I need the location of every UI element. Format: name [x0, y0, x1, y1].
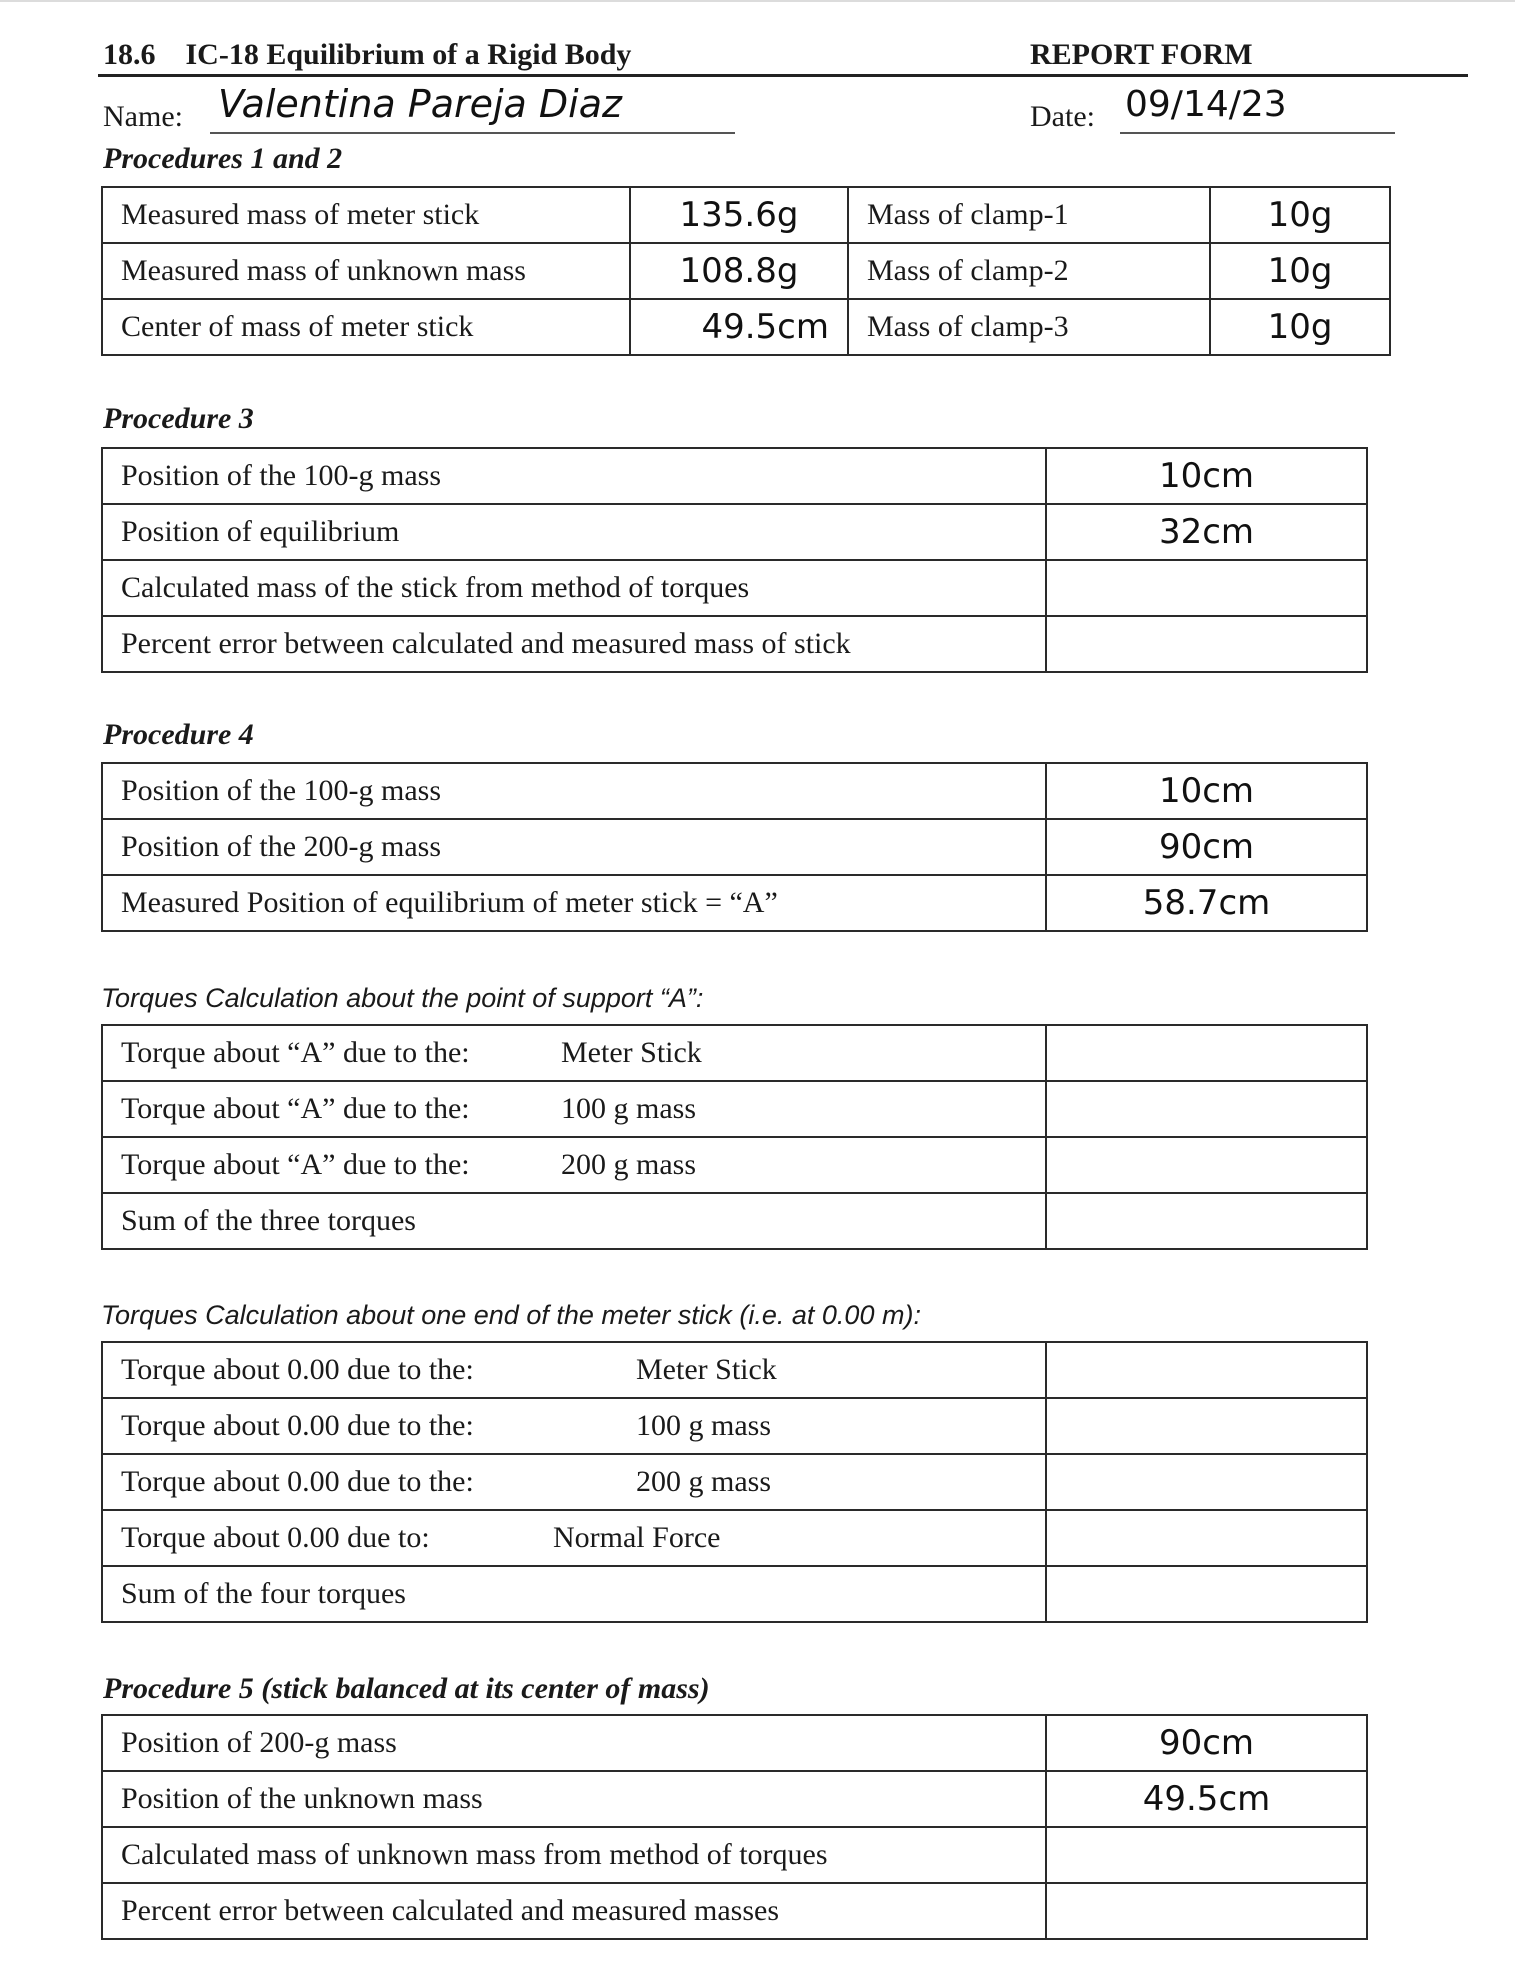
- row-label: Sum of the three torques: [102, 1193, 1046, 1249]
- table-torques-end: [101, 1341, 1368, 1623]
- torque-label: Torque about 0.00 due to the:: [121, 1409, 474, 1442]
- row-label: Calculated mass of unknown mass from method of torques: [102, 1827, 1046, 1883]
- section-title-procedure-3: Procedure 3: [103, 402, 254, 435]
- row-label: Position of the 100-g mass: [102, 763, 1046, 819]
- torque-item: 200 g mass: [636, 1465, 771, 1498]
- row-label: Measured Position of equilibrium of meter stick = “A”: [102, 875, 1046, 931]
- table-row: [102, 299, 1390, 355]
- torque-item: 100 g mass: [636, 1409, 771, 1442]
- value-cell[interactable]: 10g: [1210, 243, 1390, 299]
- table-row: [102, 763, 1367, 819]
- row-label: Sum of the four torques: [102, 1566, 1046, 1622]
- value-cell[interactable]: 90cm: [1046, 1715, 1367, 1771]
- value-cell[interactable]: [1046, 616, 1367, 672]
- row-label: Percent error between calculated and measured masses: [102, 1883, 1046, 1939]
- row-label: [102, 1081, 1046, 1137]
- table-torques-a: [101, 1024, 1368, 1250]
- torque-label: Torque about “A” due to the:: [121, 1092, 470, 1125]
- value-cell[interactable]: 58.7cm: [1046, 875, 1367, 931]
- value-cell[interactable]: 32cm: [1046, 504, 1367, 560]
- row-label: Mass of clamp-3: [848, 299, 1210, 355]
- date-field[interactable]: 09/14/23: [1125, 84, 1287, 125]
- row-label: Calculated mass of the stick from method of torques: [102, 560, 1046, 616]
- table-row: [102, 1025, 1367, 1081]
- table-row: [102, 1342, 1367, 1398]
- row-label: Measured mass of meter stick: [102, 187, 630, 243]
- row-label: [102, 1137, 1046, 1193]
- name-underline: [210, 132, 735, 134]
- table-row: [102, 1081, 1367, 1137]
- value-cell[interactable]: [1046, 1827, 1367, 1883]
- torque-item: Meter Stick: [561, 1036, 702, 1069]
- row-label: Position of 200-g mass: [102, 1715, 1046, 1771]
- torque-label: Torque about 0.00 due to:: [121, 1521, 430, 1554]
- section-title-procedure-4: Procedure 4: [103, 718, 254, 751]
- row-label: [102, 1510, 1046, 1566]
- row-label: Percent error between calculated and measured mass of stick: [102, 616, 1046, 672]
- row-label: [102, 1398, 1046, 1454]
- table-row: [102, 504, 1367, 560]
- table-row: [102, 1771, 1367, 1827]
- torque-label: Torque about “A” due to the:: [121, 1036, 470, 1069]
- row-label: Mass of clamp-2: [848, 243, 1210, 299]
- table-row: [102, 819, 1367, 875]
- torque-item: Meter Stick: [636, 1353, 777, 1386]
- table-row: [102, 1398, 1367, 1454]
- table-row: [102, 560, 1367, 616]
- table-row: [102, 243, 1390, 299]
- section-title-procedures-1-2: Procedures 1 and 2: [103, 142, 343, 175]
- value-cell[interactable]: [1046, 1025, 1367, 1081]
- document-title: [103, 38, 631, 72]
- value-cell[interactable]: 10cm: [1046, 763, 1367, 819]
- header-rule: [98, 74, 1468, 77]
- name-field[interactable]: Valentina Pareja Diaz: [218, 82, 622, 126]
- section-title-torques-a: Torques Calculation about the point of support “A”:: [101, 983, 704, 1013]
- value-cell[interactable]: 10g: [1210, 187, 1390, 243]
- value-cell[interactable]: 49.5cm: [630, 299, 848, 355]
- table-procedures-1-2: [101, 186, 1391, 356]
- name-label: Name:: [103, 100, 183, 133]
- table-row: [102, 1193, 1367, 1249]
- table-row: [102, 1566, 1367, 1622]
- value-cell[interactable]: 49.5cm: [1046, 1771, 1367, 1827]
- section-title-procedure-5: Procedure 5 (stick balanced at its center of mass): [103, 1672, 710, 1705]
- date-underline: [1120, 132, 1395, 134]
- row-label: Mass of clamp-1: [848, 187, 1210, 243]
- value-cell[interactable]: [1046, 1081, 1367, 1137]
- value-cell[interactable]: [1046, 1342, 1367, 1398]
- value-cell[interactable]: [1046, 560, 1367, 616]
- torque-label: Torque about “A” due to the:: [121, 1148, 470, 1181]
- table-row: [102, 1883, 1367, 1939]
- row-label: [102, 1342, 1046, 1398]
- value-cell[interactable]: [1046, 1883, 1367, 1939]
- table-row: [102, 1510, 1367, 1566]
- value-cell[interactable]: [1046, 1454, 1367, 1510]
- table-row: [102, 1827, 1367, 1883]
- value-cell[interactable]: 108.8g: [630, 243, 848, 299]
- row-label: Center of mass of meter stick: [102, 299, 630, 355]
- row-label: [102, 1025, 1046, 1081]
- table-row: [102, 187, 1390, 243]
- table-procedure-4: [101, 762, 1368, 932]
- torque-item: Normal Force: [553, 1521, 721, 1554]
- table-row: [102, 875, 1367, 931]
- row-label: Position of equilibrium: [102, 504, 1046, 560]
- value-cell[interactable]: [1046, 1137, 1367, 1193]
- value-cell[interactable]: [1046, 1193, 1367, 1249]
- table-procedure-5: [101, 1714, 1368, 1940]
- top-border: [0, 0, 1515, 2]
- row-label: Position of the 200-g mass: [102, 819, 1046, 875]
- torque-item: 100 g mass: [561, 1092, 696, 1125]
- torque-label: Torque about 0.00 due to the:: [121, 1353, 474, 1386]
- value-cell[interactable]: 10cm: [1046, 448, 1367, 504]
- value-cell[interactable]: 10g: [1210, 299, 1390, 355]
- torque-item: 200 g mass: [561, 1148, 696, 1181]
- row-label: Measured mass of unknown mass: [102, 243, 630, 299]
- title-text: IC-18 Equilibrium of a Rigid Body: [185, 38, 632, 71]
- table-row: [102, 448, 1367, 504]
- row-label: [102, 1454, 1046, 1510]
- date-label: Date:: [1030, 100, 1095, 133]
- value-cell[interactable]: [1046, 1510, 1367, 1566]
- table-row: [102, 1715, 1367, 1771]
- value-cell[interactable]: [1046, 1398, 1367, 1454]
- table-procedure-3: [101, 447, 1368, 673]
- table-row: [102, 1137, 1367, 1193]
- value-cell[interactable]: 135.6g: [630, 187, 848, 243]
- section-title-torques-end: Torques Calculation about one end of the meter stick (i.e. at 0.00 m):: [101, 1300, 921, 1330]
- row-label: Position of the 100-g mass: [102, 448, 1046, 504]
- row-label: Position of the unknown mass: [102, 1771, 1046, 1827]
- section-number: 18.6: [103, 38, 156, 71]
- torque-label: Torque about 0.00 due to the:: [121, 1465, 474, 1498]
- table-row: [102, 1454, 1367, 1510]
- table-row: [102, 616, 1367, 672]
- value-cell[interactable]: 90cm: [1046, 819, 1367, 875]
- form-type: REPORT FORM: [1030, 38, 1253, 71]
- value-cell[interactable]: [1046, 1566, 1367, 1622]
